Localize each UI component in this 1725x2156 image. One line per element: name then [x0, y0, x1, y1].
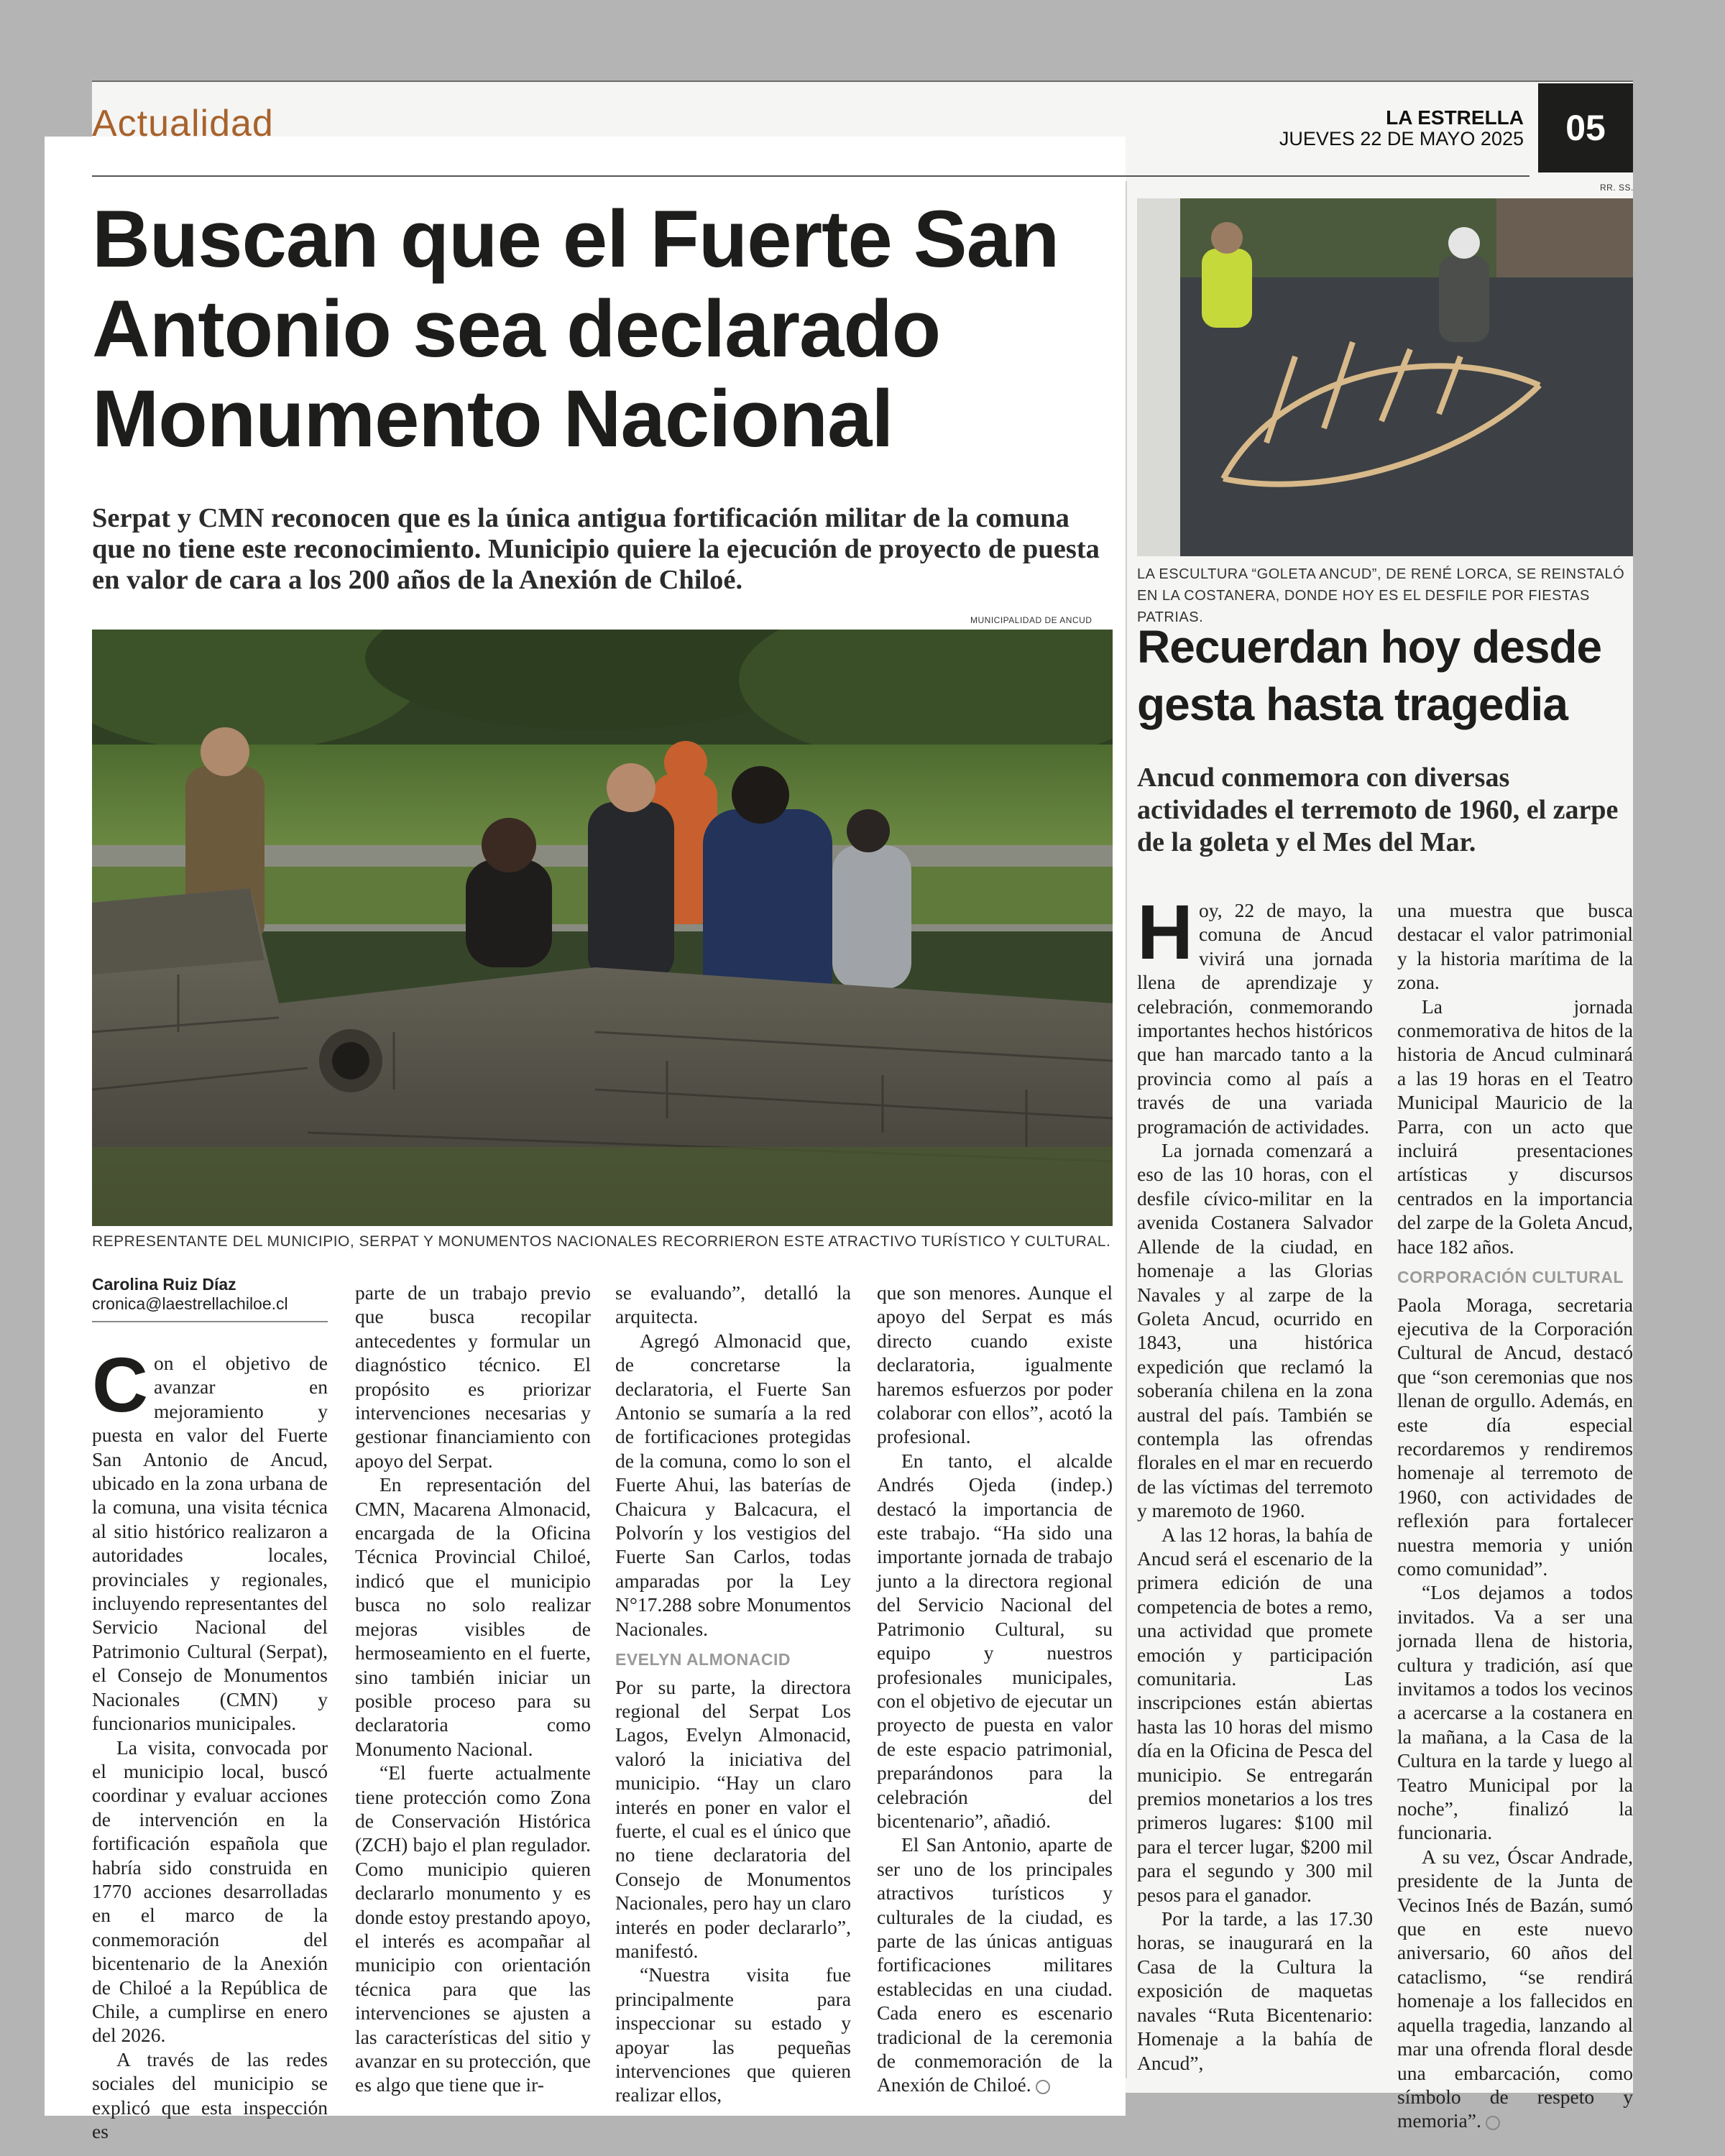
main-deck: Serpat y CMN reconocen que es la única antigua fortificación militar de la comuna que no tiene este reconocimiento. Municipio quiere la ejecución de proyecto de puesta en valor de cara a los 200 años de la Anexión de Chiloé.: [92, 503, 1100, 595]
paragraph: se evaluando”, detalló la arquitecta.: [615, 1281, 851, 1328]
top-rule: [92, 80, 1633, 82]
paragraph: “Nuestra visita fue principalmente para inspeccionar su estado y apoyar las pequeñas intervenciones que quieren realizar ellos,: [615, 1963, 851, 2106]
header-rule: [92, 175, 1530, 177]
drop-cap: C: [92, 1341, 148, 1428]
main-article-column-4: [877, 1281, 1113, 2097]
paragraph: Con el objetivo de avanzar en mejoramiento y puesta en valor del Fuerte San Antonio de Ancud, ubicado en la zona urbana de la comuna, una visita técnica al sitio histórico realizaron a autoridades locales, provinciales y regionales, incluyendo representantes del Servicio Nacional del Patrimonio Cultural (Serpat), el Consejo de Monumentos Nacionales (CMN) y funcionarios municipales.: [92, 1341, 328, 1735]
paragraph: Por la tarde, a las 17.30 horas, se inaugurará en la Casa de la Cultura la exposición de maquetas navales “Ruta Bicentenario: Homenaje a la bahía de Ancud”,: [1137, 1907, 1373, 2074]
paragraph: A las 12 horas, la bahía de Ancud será el escenario de la primera edición de una competencia de botes a remo, una actividad que promete emoción y participación comunitaria. Las inscripciones están abiertas hasta las 10 horas del mismo día en la Oficina de Pesca del municipio. Se entregarán premios monetarios a los tres primeros lugares: $100 mil para el tercer lugar, $200 mil para el segundo y 300 mil pesos para el ganador.: [1137, 1523, 1373, 1906]
paragraph: “El fuerte actualmente tiene protección como Zona de Conservación Histórica (ZCH) bajo el plan regulador. Como municipio quieren declararlo monumento y es donde estoy prestando apoyo, el interés es acompañar al municipio con orientación técnica para que las intervenciones se ajusten a las características del sitio y avanzar en su protección, que es algo que tiene que ir-: [355, 1761, 591, 2096]
byline-rule: [92, 1321, 328, 1322]
paragraph: una muestra que busca destacar el valor patrimonial y la historia marítima de la zona.: [1397, 899, 1633, 994]
publication-date: JUEVES 22 DE MAYO 2025: [1279, 128, 1524, 149]
paragraph: Agregó Almonacid que, de concretarse la declaratoria, el Fuerte San Antonio se sumaría a la red de fortificaciones protegidas de la comuna, como lo son el Fuerte Ahui, las baterías de Chaicura y Balcacura, el Polvorín y los vestigios del Fuerte San Carlos, todas amparadas por la Ley N°17.288 sobre Monumentos Nacionales.: [615, 1329, 851, 1640]
main-article-column-3: [615, 1281, 851, 2107]
drop-cap: H: [1137, 888, 1193, 975]
side-headline: Recuerdan hoy desde gesta hasta tragedia: [1137, 621, 1602, 730]
publication-name: LA ESTRELLA: [1386, 106, 1524, 129]
author-email[interactable]: cronica@laestrellachiloe.cl: [92, 1294, 288, 1313]
main-article-column-2: [355, 1281, 591, 2097]
side-photo-caption: LA ESCULTURA “GOLETA ANCUD”, DE RENÉ LORCA, SE REINSTALÓ EN LA COSTANERA, DONDE HOY ES EL DESFILE POR FIESTAS PATRIAS.: [1137, 566, 1625, 625]
paragraph: La visita, convocada por el municipio local, buscó coordinar y evaluar acciones de intervención en la fortificación española que habría sido construida en 1770 acciones desarrolladas en el marco de la conmemoración del bicentenario de la Anexión de Chiloé a la República de Chile, a cumplirse en enero del 2026.: [92, 1736, 328, 2047]
main-photo-caption: REPRESENTANTE DEL MUNICIPIO, SERPAT Y MONUMENTOS NACIONALES RECORRIERON ESTE ATRACTIVO TURÍSTICO Y CULTURAL.: [92, 1233, 1111, 1250]
paragraph: “Los dejamos a todos invitados. Va a ser una jornada llena de historia, cultura y tradición, así que invitamos a todos los vecinos a acercarse a la costanera en la mañana, a la Casa de la Cultura en la tarde y luego al Teatro Municipal por la noche”, finalizó la funcionaria.: [1397, 1581, 1633, 1844]
subheading: CORPORACIÓN CULTURAL: [1397, 1268, 1624, 1287]
side-photo-credit: RR. SS.: [1600, 183, 1634, 193]
main-photo-credit: MUNICIPALIDAD DE ANCUD: [970, 615, 1092, 625]
paragraph: Hoy, 22 de mayo, la comuna de Ancud vivirá una jornada llena de aprendizaje y celebración, conmemorando importantes hechos históricos que han marcado tanto a la provincia como al país a través de una variada programación de actividades.: [1137, 888, 1373, 1138]
end-mark-icon: [1036, 2080, 1050, 2094]
main-article-column-1: [92, 1341, 328, 2143]
side-article-column-1: [1137, 888, 1373, 2075]
paragraph: La jornada conmemorativa de hitos de la historia de Ancud culminará a las 19 horas en el Teatro Municipal Mauricio de la Parra, con un acto que incluirá presentaciones artísticas y discursos centrados en la importancia del zarpe de la Goleta Ancud, hace 182 años.: [1397, 995, 1633, 1258]
paragraph: A su vez, Óscar Andrade, presidente de la Junta de Vecinos Inés de Bazán, sumó que en este nuevo aniversario, 60 años del cataclismo, “se rendirá homenaje a los fallecidos en aquella tragedia, lanzando al mar una ofrenda floral desde una embarcación, como símbolo de respeto y memoria”.: [1397, 1845, 1633, 2132]
column-divider: [1126, 181, 1127, 2078]
paragraph: La jornada comenzará a eso de las 10 horas, con el desfile cívico-militar en la avenida Costanera Salvador Allende de la ciudad, en homenaje a las Glorias Navales y al zarpe de la Goleta Ancud, ocurrido en 1843, una histórica expedición que reclamó la soberanía chilena en la zona austral del país. También se contempla las ofrendas florales en el mar en recuerdo de las víctimas del terremoto y maremoto de 1960.: [1137, 1139, 1373, 1522]
section-label: Actualidad: [92, 103, 274, 144]
side-deck: Ancud conmemora con diversas actividades el terremoto de 1960, el zarpe de la goleta y el Mes del Mar.: [1137, 763, 1619, 857]
fort-visit-photo: [92, 630, 1113, 1226]
subheading: EVELYN ALMONACID: [615, 1650, 791, 1669]
paragraph: El San Antonio, aparte de ser uno de los principales atractivos turísticos y culturales de la ciudad, es parte de las únicas antiguas fortificaciones militares establecidas en una ciudad. Cada enero es escenario tradicional de la ceremonia de conmemoración de la Anexión de Chiloé.: [877, 1833, 1113, 2096]
paragraph: En tanto, el alcalde Andrés Ojeda (indep.) destacó la importancia de este trabajo. “Ha sido una importante jornada de trabajo junto a la directora regional del Servicio Nacional del Patrimonio Cultural, su equipo y nuestros profesionales municipales, con el objetivo de ejecutar un proyecto de puesta en valor de este espacio patrimonial, preparándonos para la celebración del bicentenario”, añadió.: [877, 1449, 1113, 1832]
page-number: 05: [1538, 83, 1633, 172]
main-headline: Buscan que el Fuerte San Antonio sea declarado Monumento Nacional: [92, 194, 1059, 464]
paragraph: que son menores. Aunque el apoyo del Serpat es más directo cuando existe declaratoria, igualmente haremos esfuerzos por poder colaborar con ellos”, acotó la profesional.: [877, 1281, 1113, 1448]
byline: [92, 1275, 288, 1314]
paragraph: Por su parte, la directora regional del Serpat Los Lagos, Evelyn Almonacid, valoró la iniciativa del municipio. “Hay un claro interés en poner en valor el fuerte, el cual es el único que no tiene declaratoria del Consejo de Monumentos Nacionales, pero hay un claro interés en poder declararlo”, manifestó.: [615, 1675, 851, 1962]
paragraph: Paola Moraga, secretaria ejecutiva de la Corporación Cultural de Ancud, destacó que “son ceremonias que nos llenan de orgullo. Además, en este día especial recordaremos y rendiremos homenaje al terremoto de 1960, con actividades de reflexión para fortalecer nuestra memoria y unión como comunidad”.: [1397, 1293, 1633, 1580]
main-photo: [92, 630, 1113, 1226]
side-article-column-2: [1397, 898, 1633, 2133]
goleta-sculpture-photo: [1137, 198, 1633, 556]
paragraph: parte de un trabajo previo que busca recopilar antecedentes y formular un diagnóstico técnico. El propósito es priorizar intervenciones necesarias y gestionar financiamiento con apoyo del Serpat.: [355, 1281, 591, 1472]
paragraph: A través de las redes sociales del municipio se explicó que esta inspección es: [92, 2047, 328, 2142]
side-photo: [1137, 198, 1633, 556]
paragraph: En representación del CMN, Macarena Almonacid, encargada de la Oficina Técnica Provincial Chiloé, indicó que el municipio busca no solo realizar mejoras visibles de hermoseamiento en el fuerte, sino también iniciar un posible proceso para su declaratoria como Monumento Nacional.: [355, 1473, 591, 1760]
author-name: Carolina Ruiz Díaz: [92, 1275, 236, 1294]
end-mark-icon: [1486, 2116, 1500, 2130]
